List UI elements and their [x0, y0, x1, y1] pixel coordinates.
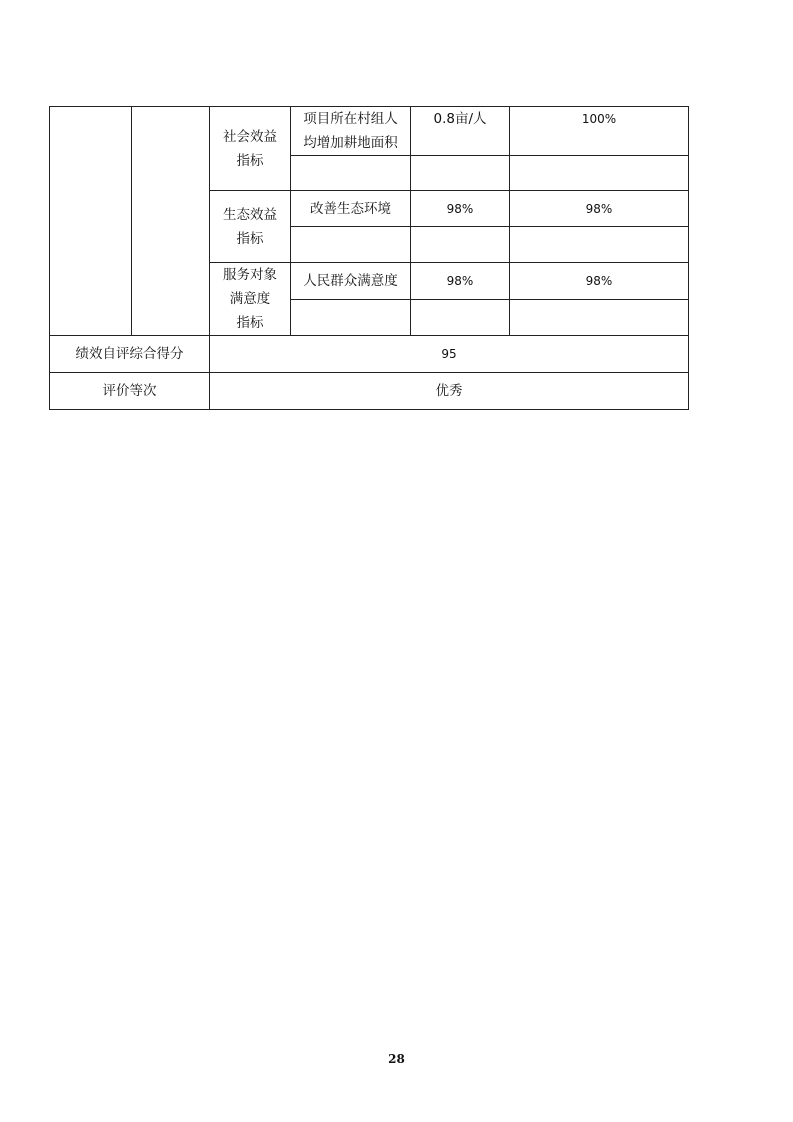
service-satisfaction-target: 98% [411, 263, 510, 300]
page-number: 28 [388, 1052, 405, 1066]
empty-cell [411, 156, 510, 191]
overall-score-label: 绩效自评综合得分 [50, 336, 210, 373]
empty-cell [510, 299, 689, 336]
grade-value: 优秀 [210, 373, 689, 410]
empty-cell [510, 227, 689, 263]
ecological-benefit-actual: 98% [510, 191, 689, 227]
service-satisfaction-actual: 98% [510, 263, 689, 300]
overall-score-value: 95 [210, 336, 689, 373]
performance-table [49, 106, 689, 410]
ecological-benefit-target: 98% [411, 191, 510, 227]
empty-cell [291, 227, 411, 263]
empty-cell [510, 156, 689, 191]
ecological-benefit-item: 改善生态环境 [291, 191, 411, 227]
empty-cell [291, 156, 411, 191]
social-benefit-indicator: 社会效益 指标 [210, 107, 291, 191]
social-benefit-actual: 100% [510, 107, 689, 156]
social-benefit-target: 0.8亩/人 [411, 107, 510, 156]
empty-cell [411, 299, 510, 336]
blank-subcategory-cell [132, 107, 210, 336]
empty-cell [291, 299, 411, 336]
social-benefit-item: 项目所在村组人 均增加耕地面积 [291, 107, 411, 156]
service-satisfaction-item: 人民群众满意度 [291, 263, 411, 300]
empty-cell [411, 227, 510, 263]
grade-label: 评价等次 [50, 373, 210, 410]
blank-category-cell [50, 107, 132, 336]
service-satisfaction-indicator: 服务对象 满意度 指标 [210, 263, 291, 336]
ecological-benefit-indicator: 生态效益 指标 [210, 191, 291, 263]
